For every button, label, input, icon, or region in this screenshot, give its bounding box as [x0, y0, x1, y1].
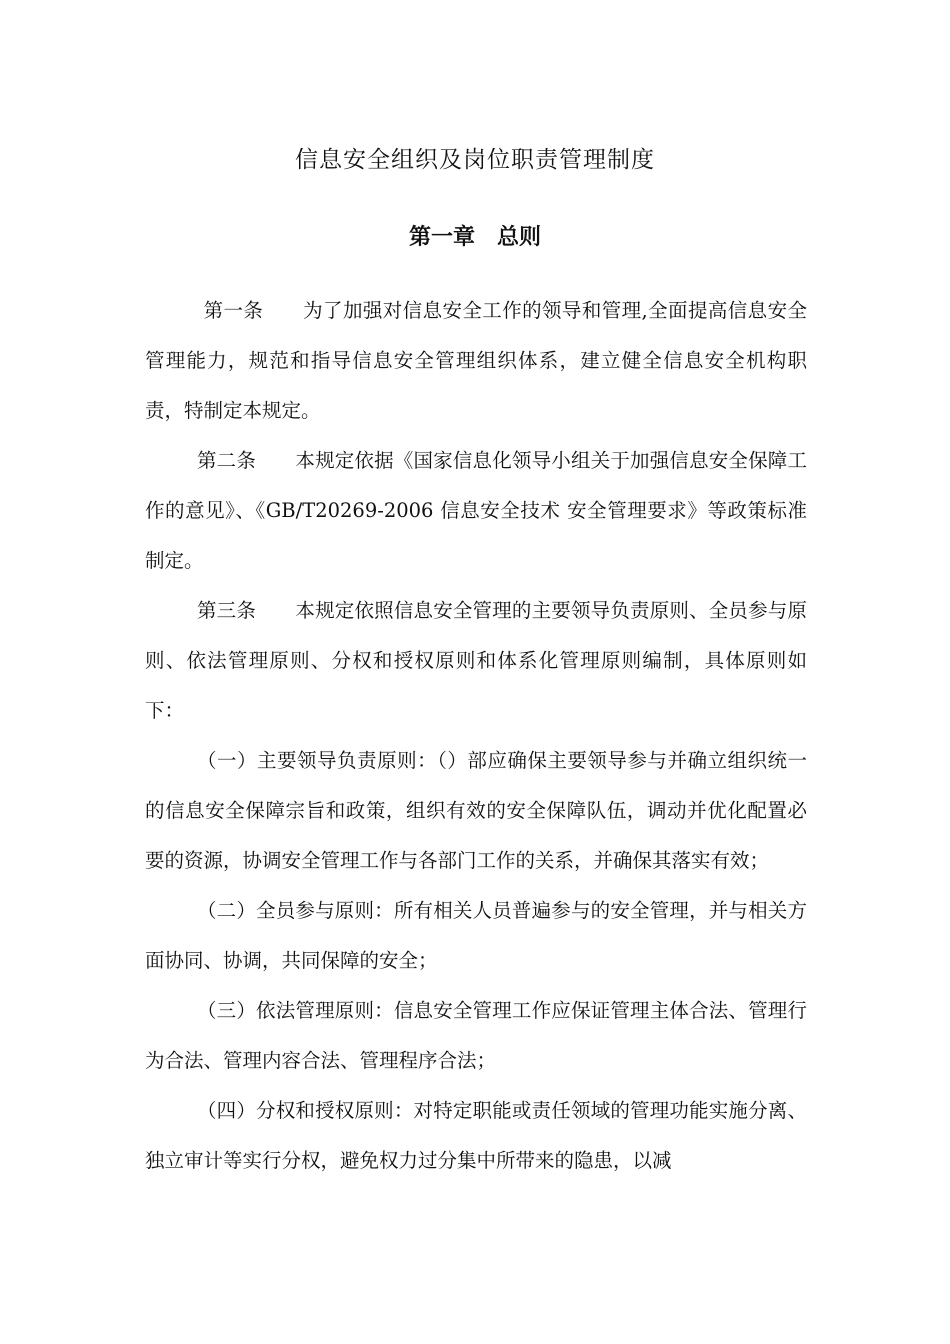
principle-2-paragraph: （二）全员参与原则：所有相关人员普遍参与的安全管理，并与相关方面协同、协调，共同保障的安全； [145, 899, 807, 972]
article-1-paragraph: 第一条 为了加强对信息安全工作的领导和管理,全面提高信息安全管理能力，规范和指导信息安全管理组织体系，建立健全信息安全机构职责，特制定本规定。 [145, 299, 807, 422]
principle-1-paragraph: （一）主要领导负责原则：（）部应确保主要领导参与并确立组织统一的信息安全保障宗旨和政策，组织有效的安全保障队伍，调动并优化配置必要的资源，协调安全管理工作与各部门工作的关系，并确保其落实有效； [145, 749, 807, 872]
article-3-paragraph: 第三条 本规定依照信息安全管理的主要领导负责原则、全员参与原则、依法管理原则、分权和授权原则和体系化管理原则编制，具体原则如下： [145, 599, 807, 722]
article-2-paragraph: 第二条 本规定依据《国家信息化领导小组关于加强信息安全保障工作的意见》、《GB/T20269-2006 信息安全技术 安全管理要求》等政策标准制定。 [145, 449, 807, 572]
chapter-title: 第一章 总则 [408, 225, 541, 250]
document-body [145, 286, 807, 1186]
document-title: 信息安全组织及岗位职责管理制度 [295, 147, 655, 173]
principle-4-paragraph: （四）分权和授权原则：对特定职能或责任领域的管理功能实施分离、独立审计等实行分权，避免权力过分集中所带来的隐患，以减 [145, 1099, 807, 1172]
principle-3-paragraph: （三）依法管理原则：信息安全管理工作应保证管理主体合法、管理行为合法、管理内容合法、管理程序合法； [145, 999, 807, 1072]
